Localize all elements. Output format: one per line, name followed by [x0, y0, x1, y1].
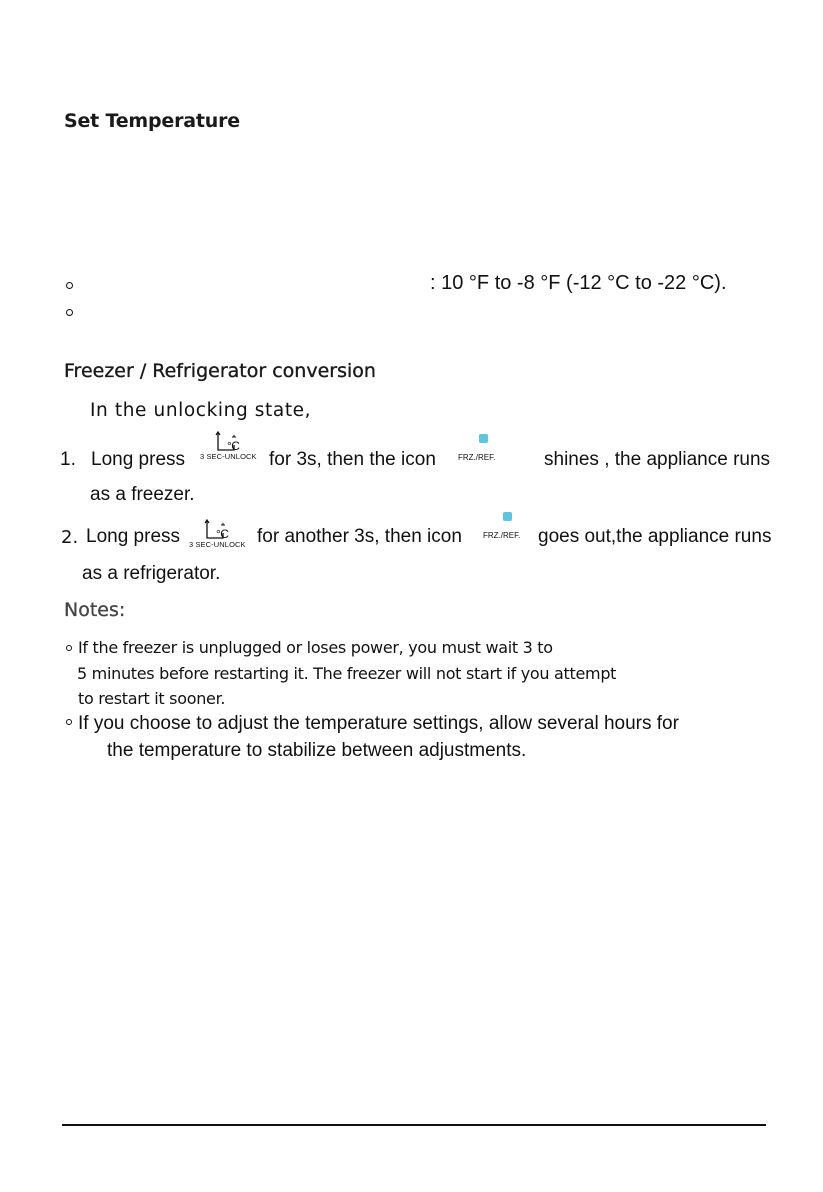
note-1-line-2: 5 minutes before restarting it. The freezer will not start if you attempt [77, 664, 617, 683]
celsius-symbol: °C [216, 527, 229, 541]
bullet-icon [66, 282, 73, 289]
unlock-button-icon [189, 516, 251, 550]
unlock-caption: 3 SEC-UNLOCK [200, 452, 257, 461]
frz-ref-caption: FRZ./REF. [483, 531, 521, 540]
unlock-caption: 3 SEC-UNLOCK [189, 540, 246, 549]
note-1-line-1: If the freezer is unplugged or loses power, you must wait 3 to [78, 638, 553, 657]
step-1-middle-text: for 3s, then the icon [269, 449, 436, 470]
celsius-symbol: °C [227, 439, 240, 453]
set-temperature-heading: Set Temperature [64, 110, 240, 132]
note-2-line-2: the temperature to stabilize between adjustments. [107, 740, 527, 761]
step-1-after-text: shines , the appliance runs [544, 449, 771, 470]
frz-ref-icon [456, 434, 512, 460]
frz-indicator-dot [479, 434, 488, 443]
footer-divider [62, 1124, 766, 1126]
step-1-long-press-text: Long press [91, 449, 186, 470]
freezer-range-text: : 10 °F to -8 °F (-12 °C to -22 °C). [430, 272, 727, 294]
step-1-number: 1. [60, 449, 76, 470]
unlocking-state-text: In the unlocking state, [90, 400, 312, 421]
unlock-button-icon [200, 428, 262, 462]
conversion-heading: Freezer / Refrigerator conversion [64, 360, 376, 382]
notes-heading: Notes: [64, 599, 126, 621]
step-2-long-press-text: Long press [86, 526, 181, 547]
bullet-icon [66, 645, 72, 651]
step-2-after-text: goes out,the appliance runs [538, 526, 772, 547]
step-2-middle-text: for another 3s, then icon [257, 526, 462, 547]
frz-ref-icon [482, 512, 538, 538]
frz-indicator-dot [503, 512, 512, 521]
bullet-icon [66, 309, 73, 316]
frz-ref-caption: FRZ./REF. [458, 453, 496, 462]
bullet-icon [66, 719, 72, 725]
step-2-number: 2. [61, 527, 79, 548]
step-1-continuation: as a freezer. [90, 484, 195, 505]
step-2-continuation: as a refrigerator. [82, 563, 221, 584]
note-2-line-1: If you choose to adjust the temperature settings, allow several hours for [78, 713, 679, 734]
note-1-line-3: to restart it sooner. [78, 689, 226, 708]
